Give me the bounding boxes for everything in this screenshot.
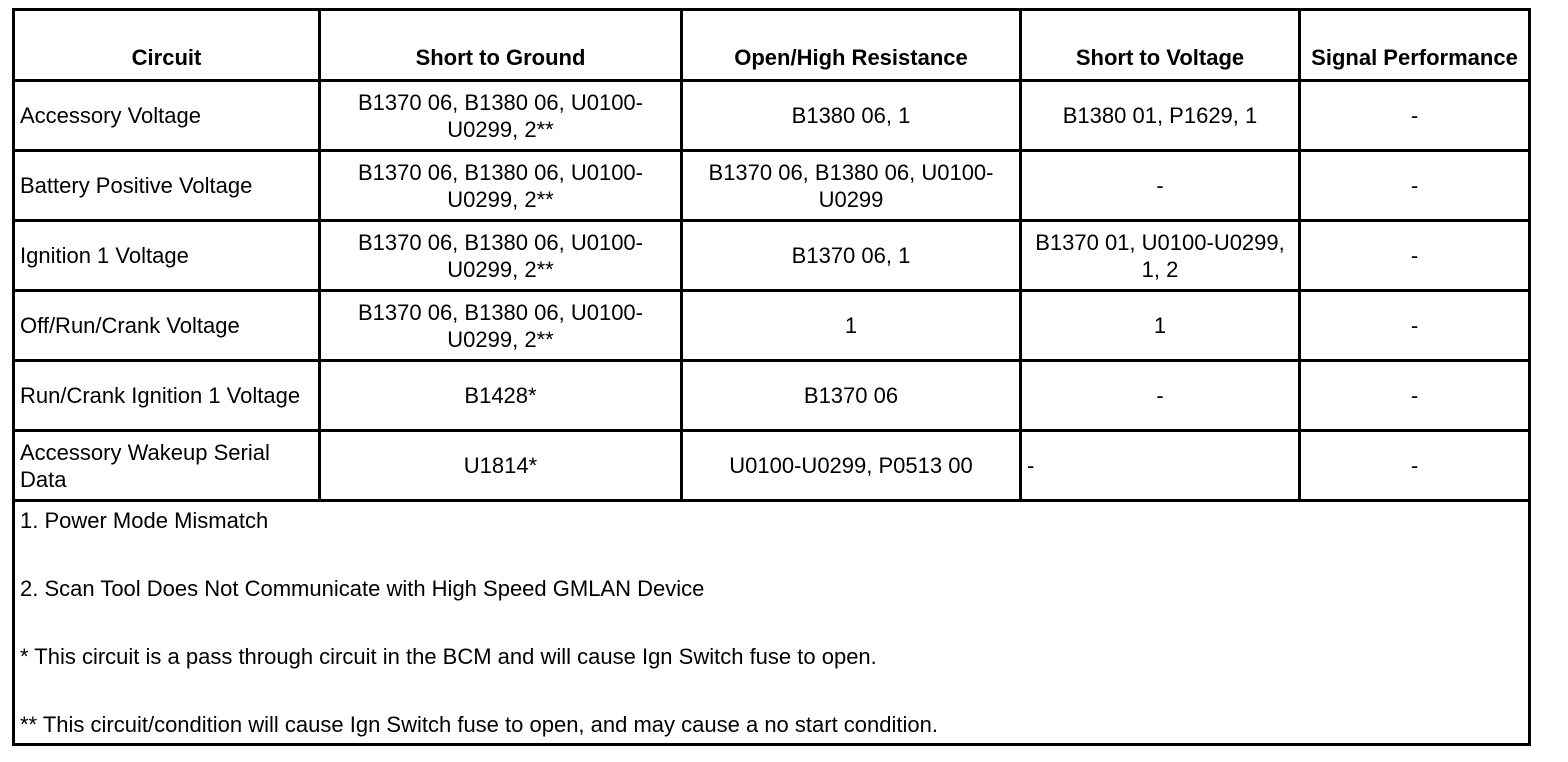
cell-signal-performance: - [1300, 291, 1530, 361]
cell-short-to-voltage: 1 [1021, 291, 1300, 361]
cell-open-high-resistance: 1 [682, 291, 1021, 361]
cell-signal-performance: - [1300, 361, 1530, 431]
cell-open-high-resistance: U0100-U0299, P0513 00 [682, 431, 1021, 501]
cell-short-to-ground: U1814* [320, 431, 682, 501]
footnotes-cell [14, 501, 1530, 745]
diagnostic-table [12, 8, 1531, 746]
footnote-2: 2. Scan Tool Does Not Communicate with High Speed GMLAN Device [20, 576, 705, 601]
cell-open-high-resistance: B1370 06 [682, 361, 1021, 431]
header-signal-performance: Signal Performance [1300, 10, 1530, 81]
cell-circuit: Accessory Voltage [14, 81, 320, 151]
cell-signal-performance: - [1300, 221, 1530, 291]
header-short-to-ground: Short to Ground [320, 10, 682, 81]
footnote-star: * This circuit is a pass through circuit in the BCM and will cause Ign Switch fuse to open. [20, 644, 877, 669]
cell-short-to-ground: B1370 06, B1380 06, U0100-U0299, 2** [320, 81, 682, 151]
footnotes-row [14, 501, 1530, 745]
cell-signal-performance: - [1300, 151, 1530, 221]
header-circuit: Circuit [14, 10, 320, 81]
cell-short-to-voltage: - [1021, 151, 1300, 221]
cell-short-to-ground: B1370 06, B1380 06, U0100-U0299, 2** [320, 221, 682, 291]
table-row [14, 151, 1530, 221]
cell-short-to-voltage: B1370 01, U0100-U0299, 1, 2 [1021, 221, 1300, 291]
table-row [14, 361, 1530, 431]
cell-circuit: Off/Run/Crank Voltage [14, 291, 320, 361]
cell-circuit: Battery Positive Voltage [14, 151, 320, 221]
cell-signal-performance: - [1300, 81, 1530, 151]
table-row [14, 81, 1530, 151]
cell-short-to-voltage: B1380 01, P1629, 1 [1021, 81, 1300, 151]
cell-short-to-ground: B1370 06, B1380 06, U0100-U0299, 2** [320, 151, 682, 221]
cell-open-high-resistance: B1370 06, 1 [682, 221, 1021, 291]
cell-open-high-resistance: B1380 06, 1 [682, 81, 1021, 151]
header-row [14, 10, 1530, 81]
footnote-1: 1. Power Mode Mismatch [20, 508, 269, 533]
footnote-double-star: ** This circuit/condition will cause Ign Switch fuse to open, and may cause a no start condition. [20, 712, 938, 737]
cell-short-to-ground: B1428* [320, 361, 682, 431]
cell-short-to-voltage: - [1021, 361, 1300, 431]
cell-circuit: Run/Crank Ignition 1 Voltage [14, 361, 320, 431]
cell-signal-performance: - [1300, 431, 1530, 501]
table-row [14, 291, 1530, 361]
cell-circuit: Accessory Wakeup Serial Data [14, 431, 320, 501]
table-row [14, 221, 1530, 291]
header-short-to-voltage: Short to Voltage [1021, 10, 1300, 81]
header-open-high-resistance: Open/High Resistance [682, 10, 1021, 81]
cell-short-to-ground: B1370 06, B1380 06, U0100-U0299, 2** [320, 291, 682, 361]
table-row [14, 431, 1530, 501]
cell-open-high-resistance: B1370 06, B1380 06, U0100-U0299 [682, 151, 1021, 221]
cell-short-to-voltage: - [1021, 431, 1300, 501]
cell-circuit: Ignition 1 Voltage [14, 221, 320, 291]
